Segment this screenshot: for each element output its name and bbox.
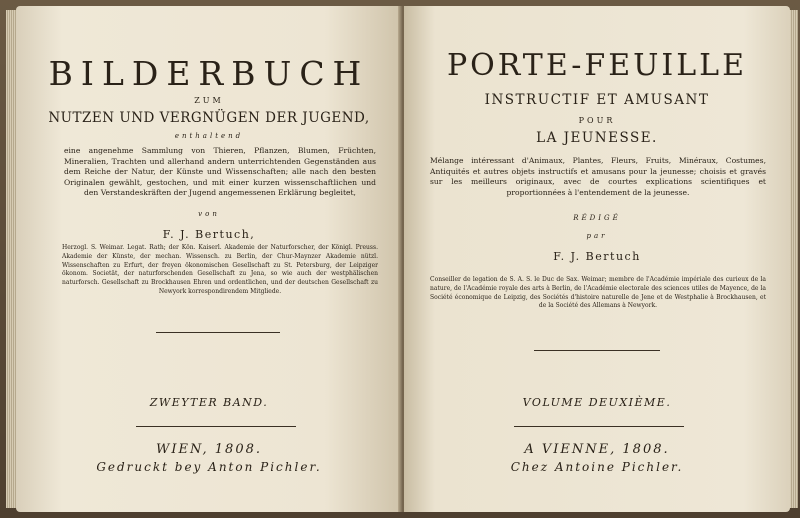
right-place: A VIENNE, 1808.	[524, 442, 670, 457]
left-title: BILDERBUCH	[48, 54, 370, 93]
right-par: par	[586, 232, 608, 240]
right-redige: RÉDIGÉ	[573, 214, 621, 222]
right-page	[404, 6, 790, 512]
left-place: WIEN, 1808.	[155, 442, 262, 457]
left-page	[16, 6, 402, 512]
left-description: eine angenehme Sammlung von Thieren, Pflanzen, Blumen, Früchten, Mineralien, Trachten und allerhand andern unterrichtenden Gegenständen aus dem Reiche der Natur, der Künste und Wissenschaften; alle nach den besten Originalen gewählt, gestochen, und mit einer kurzen wissenschaftlichen und den Verstandeskräften der Jugend angemessenen Erklärung begleitet,	[64, 146, 376, 198]
right-subtitle: INSTRUCTIF ET AMUSANT	[484, 92, 710, 108]
left-credentials: Herzogl. S. Weimar. Legat. Rath; der Kön. Kaiserl. Akademie der Naturforscher, der Königl. Preuss. Akademie der Künste, der mechan. Wissensch. zu Berlin, der Chur-Maynzer Akademie nützl. Wissenschaften zu Erfurt, der freyen ökonomischen Gesellschaft zu St. Petersburg, der Leipziger ökonom. Societät, der naturforschenden Gesellschaft zu Jena, so wie auch der westphälischen naturforsch. Gesellschaft zu Brockhausen Ehren und ordentlichen, und der deutschen Gesellschaft zu Newyork korrespondirendem Mitgliede.	[62, 244, 378, 295]
left-divider	[156, 332, 280, 333]
left-von: von	[198, 210, 220, 218]
right-pour: POUR	[578, 116, 616, 125]
left-enthaltend: enthaltend	[174, 132, 244, 140]
right-printer: Chez Antoine Pichler.	[510, 460, 684, 474]
right-description: Mélange intéressant d'Animaux, Plantes, Fleurs, Fruits, Minéraux, Costumes, Antiquités et autres objets instructifs et amusans pour la jeunesse; choisis et gravés sur les meilleurs originaux, avec de courtes explications scientifiques et proportionnées à l'entendement de la jeunesse.	[430, 156, 766, 197]
left-subtitle: NUTZEN UND VERGNÜGEN DER JUGEND,	[48, 110, 370, 126]
right-title: PORTE-FEUILLE	[446, 48, 748, 83]
left-printer: Gedruckt bey Anton Pichler.	[96, 460, 322, 474]
right-divider	[534, 350, 660, 351]
left-volume: ZWEYTER BAND.	[149, 396, 269, 409]
right-divider-2	[514, 426, 684, 427]
left-author: F. J. Bertuch,	[162, 228, 256, 241]
right-credentials: Conseiller de legation de S. A. S. le Duc de Sax. Weimar; membre de l'Académie impériale des curieux de la nature, de l'Académie royale des arts à Berlin, de l'Académie electorale des sciences utiles de Mayence, de la Société économique de Leipzig, des Sociétés d'histoire naturelle de Jene et de Westphalie à Brockhausen, et de la Société des Allemans à Newyork.	[430, 276, 766, 310]
right-author: F. J. Bertuch	[553, 250, 641, 263]
left-zum: ZUM	[194, 96, 224, 105]
right-audience: LA JEUNESSE.	[536, 130, 658, 146]
right-volume: VOLUME DEUXIÈME.	[522, 396, 672, 409]
left-divider-2	[136, 426, 296, 427]
